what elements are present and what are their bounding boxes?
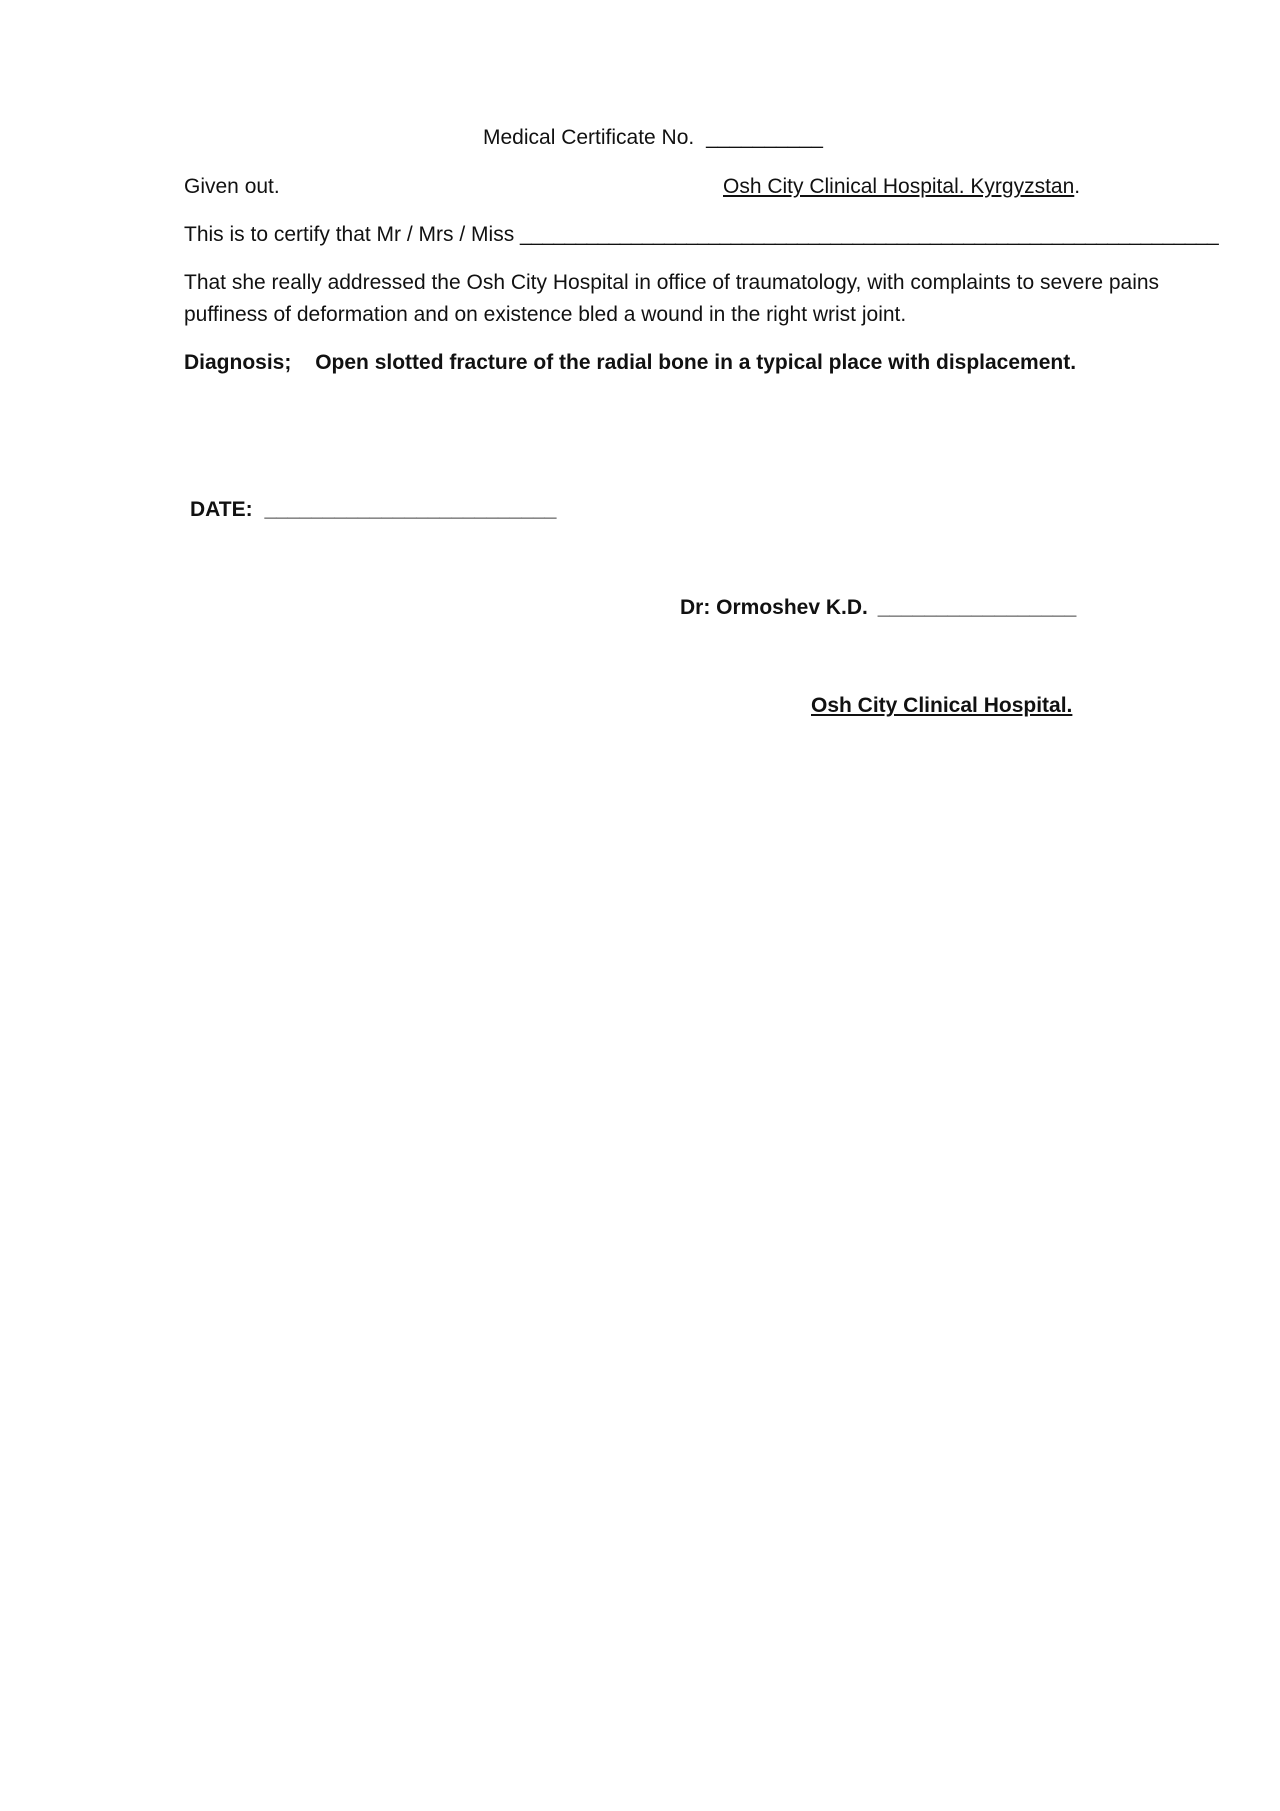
doctor-name: Dr: Ormoshev K.D. [680,596,868,619]
given-out-hospital-link[interactable]: Osh City Clinical Hospital. Kyrgyzstan [723,175,1075,198]
given-out-trailing-period: . [1074,175,1081,198]
patient-name-blank: _______________________________________________________________ [520,223,1219,246]
certificate-number-blank: __________ [706,126,823,149]
doctor-signature-blank: _________________ [877,596,1077,619]
given-out-hospital-line [723,171,1080,203]
certify-line [184,219,1218,251]
date-line [190,494,556,526]
date-label: DATE: [190,498,253,521]
given-out-label: Given out. [184,175,280,198]
date-blank: _________________________ [264,498,557,521]
diagnosis-label: Diagnosis; [184,351,292,374]
certify-text: This is to certify that Mr / Mrs / Miss [184,223,515,246]
footer-hospital-name: Osh City Clinical Hospital. [811,694,1073,717]
diagnosis-line [184,347,1076,379]
diagnosis-text: Open slotted fracture of the radial bone in a typical place with displacement. [315,351,1077,374]
complaint-paragraph: That she really addressed the Osh City Hospital in office of traumatology, with complaints to severe pains puffiness of deformation and on existence bled a wound in the right wrist joint. [184,271,1160,326]
doctor-signature-line [680,592,1076,624]
certificate-title: Medical Certificate No. [483,126,695,149]
certificate-title-line [483,122,823,154]
